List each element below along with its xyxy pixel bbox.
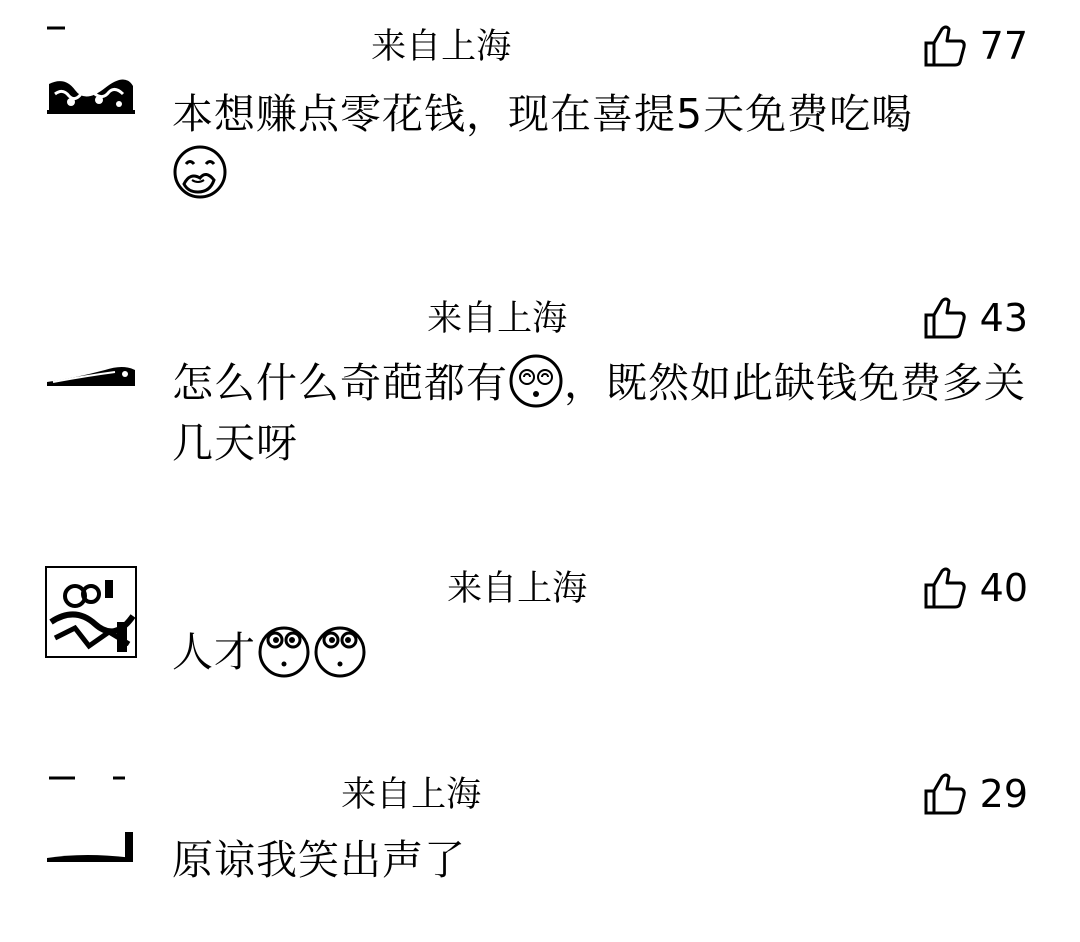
comment-text: [172, 353, 1032, 473]
like-count: 43: [979, 296, 1028, 340]
comment-text: [172, 830, 1032, 890]
comment-meta: [180, 770, 481, 820]
location-label: 来自上海: [427, 299, 568, 339]
like-count: 77: [979, 24, 1028, 68]
location-label: 来自上海: [447, 569, 588, 609]
comment-text: [172, 622, 1032, 682]
location-label: 来自上海: [341, 775, 482, 815]
avatar[interactable]: [45, 360, 137, 390]
thumbs-up-icon: [922, 295, 968, 341]
like-button[interactable]: [922, 292, 1028, 344]
thumbs-up-icon: [922, 771, 968, 817]
wide-eyes-emoji: [256, 622, 312, 678]
location-label: 来自上海: [371, 27, 512, 67]
like-button[interactable]: [922, 20, 1028, 72]
comment-text: [172, 84, 1032, 204]
wide-eyes-emoji: [312, 622, 368, 678]
comment-item: [0, 760, 1080, 942]
comment-text-part: 人才: [172, 628, 256, 676]
thumbs-up-icon: [922, 565, 968, 611]
comment-meta: [180, 294, 567, 344]
like-count: 40: [979, 566, 1028, 610]
comment-meta: [180, 564, 587, 614]
comment-text-part: ，既然如此缺钱免费多关几天呀: [172, 359, 1026, 467]
comment-item: [0, 280, 1080, 510]
like-button[interactable]: [922, 768, 1028, 820]
like-button[interactable]: [922, 562, 1028, 614]
avatar[interactable]: [45, 774, 137, 866]
thumbs-up-icon: [922, 23, 968, 69]
covering-mouth-laugh-emoji: [172, 144, 228, 200]
avatar[interactable]: [45, 566, 137, 658]
comment-text-part: 怎么什么奇葩都有: [172, 359, 508, 407]
like-count: 29: [979, 772, 1028, 816]
comment-item: [0, 550, 1080, 740]
comment-text-part: 本想赚点零花钱，现在喜提5天免费吃喝: [172, 90, 914, 138]
avatar[interactable]: [45, 20, 137, 118]
comment-text-part: 原谅我笑出声了: [172, 836, 466, 884]
comment-meta: [180, 22, 511, 72]
comment-item: [0, 0, 1080, 230]
dizzy-eyes-emoji: [508, 353, 564, 409]
